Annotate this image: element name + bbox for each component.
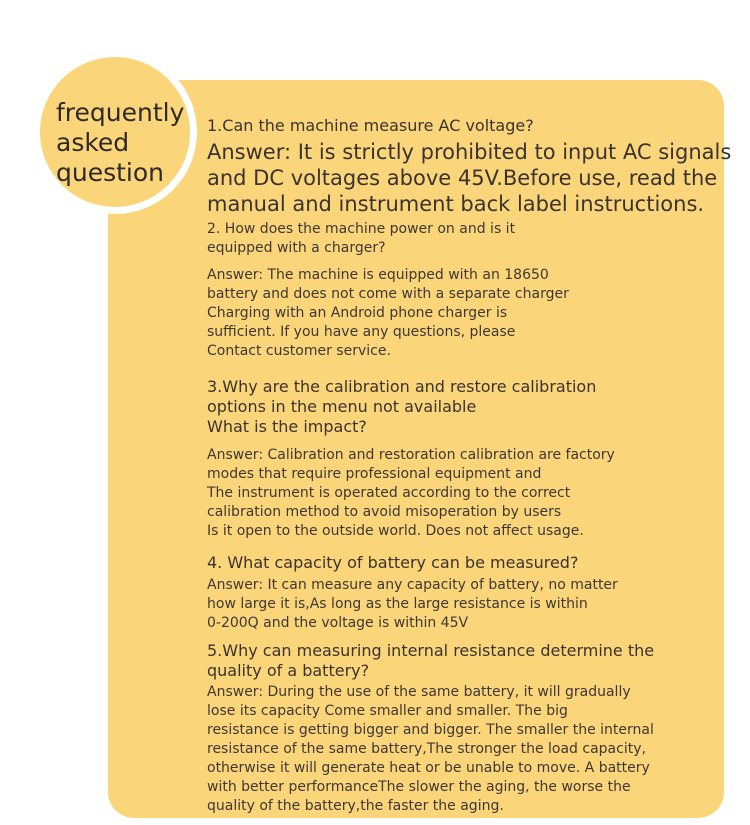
faq-question-3: 3.Why are the calibration and restore calibration options in the menu not available What is the impact? [207, 377, 597, 436]
faq-question-5: 5.Why can measuring internal resistance determine the quality of a battery? [207, 641, 655, 680]
faq-answer-5: Answer: During the use of the same battery, it will gradually lose its capacity Come smaller and smaller. The big resistance is getting bigger and bigger. The smaller the internal resistance of the same battery,The stronger the load capacity, otherwise it will generate heat or be unable to move. A battery with better performanceThe slower the aging, the worse the quality of the battery,the faster the aging. [207, 684, 654, 814]
faq-answer-2: Answer: The machine is equipped with an 18650 battery and does not come with a separate charger Charging with an Android phone charger is sufficient. If you have any questions, please Contact customer service. [207, 267, 569, 359]
faq-answer-1: Answer: It is strictly prohibited to input AC signals and DC voltages above 45V.Before use, read the manual and instrument back label instructions. [207, 140, 732, 216]
faq-question-4: 4. What capacity of battery can be measured? [207, 553, 579, 572]
faq-question-2: 2. How does the machine power on and is it equipped with a charger? [207, 221, 516, 256]
faq-badge-title: frequently asked question [56, 98, 185, 187]
faq-question-1: 1.Can the machine measure AC voltage? [207, 116, 534, 135]
faq-answer-4: Answer: It can measure any capacity of battery, no matter how large it is,As long as the large resistance is within 0-200Q and the voltage is within 45V [207, 577, 618, 631]
faq-answer-3: Answer: Calibration and restoration calibration are factory modes that require professional equipment and The instrument is operated according to the correct calibration method to avoid misoperation by users Is it open to the outside world. Does not affect usage. [207, 447, 615, 539]
